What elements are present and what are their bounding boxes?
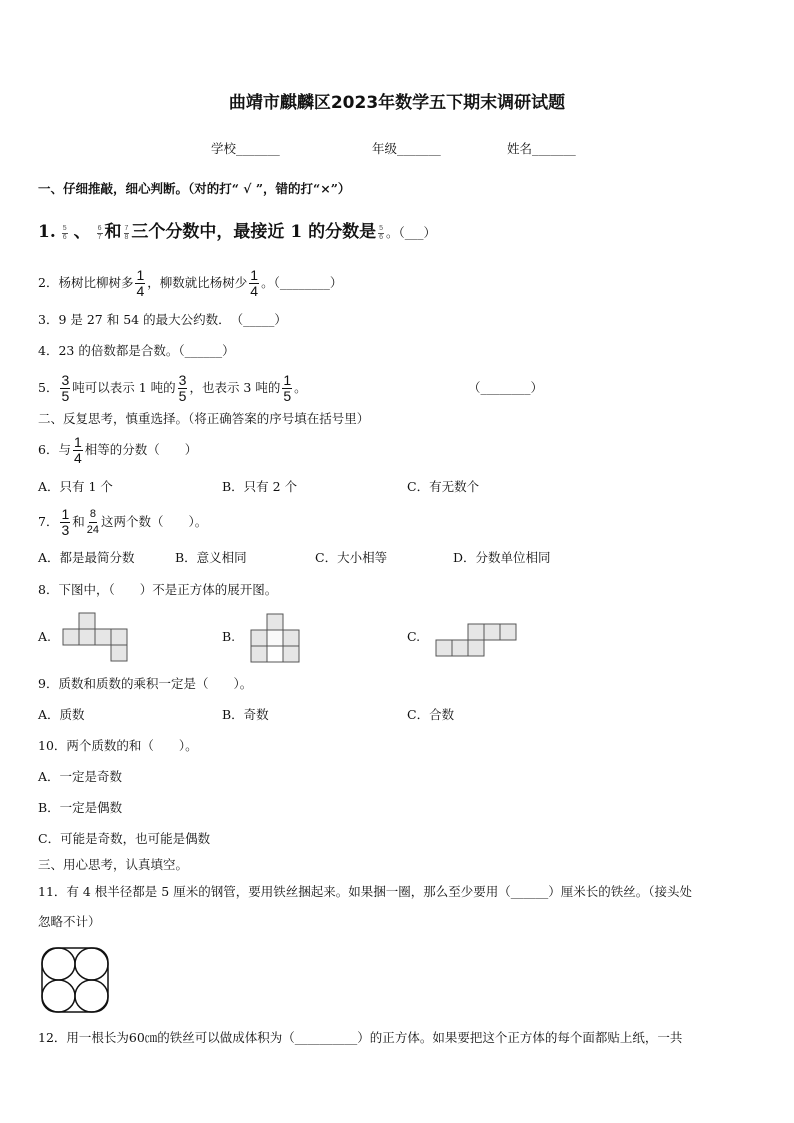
fraction: $\frac{5}{6}$	[379, 225, 383, 241]
school-field: 学校_______	[211, 141, 280, 156]
fraction: $\frac{8}{24}$	[86, 508, 100, 536]
q7-option-b[interactable]: B．意义相同	[175, 550, 247, 565]
question-4: 4．23 的倍数都是合数。（______）	[38, 343, 235, 358]
question-10: 10．两个质数的和（ ）。	[38, 738, 198, 753]
q7-option-c[interactable]: C．大小相等	[315, 550, 388, 565]
section-2-heading: 二、反复思考，慎重选择。（将正确答案的序号填在括号里）	[38, 411, 370, 426]
page-title: 曲靖市麒麟区2023年数学五下期末调研试题	[228, 93, 566, 113]
fraction: $\frac{3}{5}$	[61, 372, 70, 404]
four-pipes-diagram	[38, 945, 112, 1015]
q6-option-a[interactable]: A．只有 1 个	[38, 479, 113, 494]
q1-number: 1.	[38, 222, 56, 242]
section-1-heading: 一、仔细推敲，细心判断。（对的打“ √ ”，错的打“×”）	[38, 181, 351, 196]
fraction: $\frac{6}{7}$	[97, 225, 102, 241]
grade-field: 年级_______	[372, 141, 441, 156]
question-9: 9．质数和质数的乘积一定是（ ）。	[38, 676, 253, 691]
q1-and: 和	[104, 222, 122, 242]
q6-option-c[interactable]: C．有无数个	[407, 479, 480, 494]
cube-net-c	[433, 620, 521, 660]
q1-sep: 、	[73, 222, 91, 242]
q1-answer-blank: 。（___）	[386, 225, 437, 240]
fraction: $\frac{1}{3}$	[61, 506, 70, 538]
question-2: 2．杨树比柳树多 $\frac{1}{4}$ ，柳数就比杨树少 $\frac{1}{4}$ 。（________）	[38, 267, 343, 299]
question-3: 3．9 是 27 和 54 的最大公约数． （_____）	[38, 312, 287, 327]
cube-net-b	[248, 610, 304, 664]
fraction: $\frac{1}{5}$	[283, 372, 292, 404]
q7-option-a[interactable]: A．都是最简分数	[38, 550, 135, 565]
q8-option-c[interactable]: C.	[407, 629, 421, 644]
q9-option-c[interactable]: C．合数	[407, 707, 455, 722]
q8-option-b[interactable]: B.	[222, 629, 236, 644]
cube-net-a	[60, 610, 132, 664]
question-6: 6．与 $\frac{1}{4}$ 相等的分数（ ）	[38, 434, 198, 466]
question-11-line-1: 11．有 4 根半径都是 5 厘米的钢管，要用铁丝捆起来。如果捆一圈，那么至少要用（______）厘米长的铁丝。（接头处	[38, 884, 692, 899]
q10-option-c[interactable]: C．可能是奇数，也可能是偶数	[38, 831, 211, 846]
q10-option-a[interactable]: A．一定是奇数	[38, 769, 123, 784]
fraction: $\frac{1}{4}$	[136, 267, 145, 299]
q9-option-a[interactable]: A．质数	[38, 707, 85, 722]
question-11-line-2: 忽略不计）	[38, 914, 101, 929]
fraction: $\frac{7}{8}$	[124, 225, 129, 241]
q1-text: 三个分数中，最接近 1 的分数是	[131, 222, 377, 242]
fraction: $\frac{3}{5}$	[178, 372, 187, 404]
section-3-heading: 三、用心思考，认真填空。	[38, 857, 189, 872]
question-1	[38, 220, 436, 245]
fraction: $\frac{5}{6}$	[62, 225, 67, 241]
q6-option-b[interactable]: B．只有 2 个	[222, 479, 298, 494]
question-12: 12．用一根长为60㎝的铁丝可以做成体积为（__________）的正方体。如果要把这个正方体的每个面都贴上纸，一共	[38, 1030, 683, 1045]
q5-answer-blank: （________）	[468, 380, 544, 395]
name-field: 姓名_______	[507, 141, 576, 156]
fraction: $\frac{1}{4}$	[250, 267, 259, 299]
q9-option-b[interactable]: B．奇数	[222, 707, 269, 722]
q7-option-d[interactable]: D．分数单位相同	[453, 550, 551, 565]
question-8: 8．下图中，（ ）不是正方体的展开图。	[38, 582, 278, 597]
q8-option-a[interactable]: A.	[38, 629, 52, 644]
question-5: 5． $\frac{3}{5}$ 吨可以表示 1 吨的 $\frac{3}{5}$ ，也表示 3 吨的 $\frac{1}{5}$ 。	[38, 372, 307, 404]
fraction: $\frac{1}{4}$	[73, 434, 82, 466]
question-7: 7． $\frac{1}{3}$ 和 $\frac{8}{24}$ 这两个数（ ）。	[38, 506, 208, 538]
q10-option-b[interactable]: B．一定是偶数	[38, 800, 123, 815]
q2-answer-blank: 。（________）	[261, 275, 343, 290]
